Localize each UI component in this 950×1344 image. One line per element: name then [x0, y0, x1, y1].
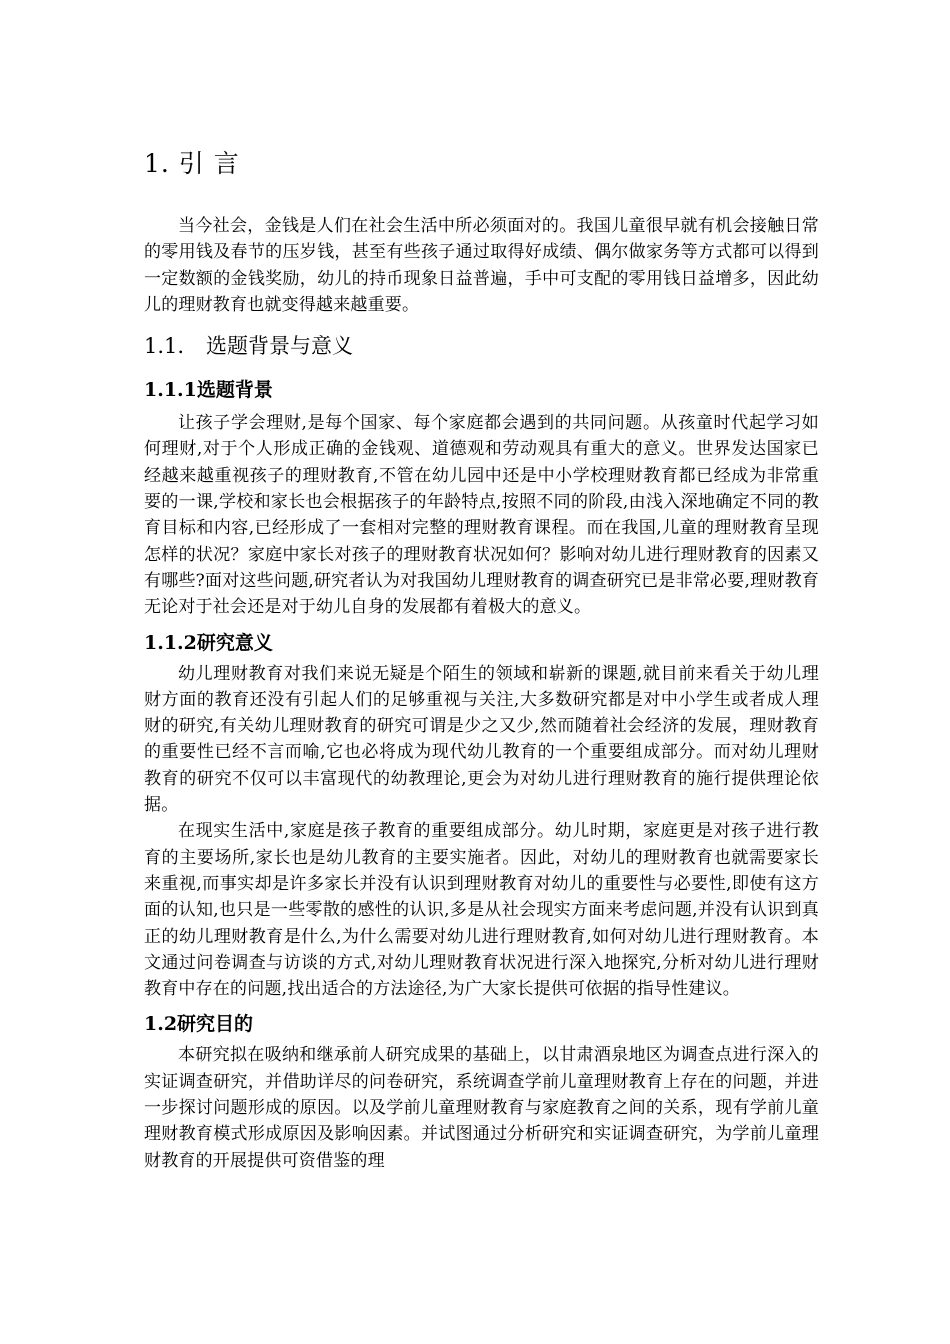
document-body [144, 146, 819, 1174]
chapter-title: 1. 引 言 [144, 149, 240, 178]
section-heading-1-2: 1.2研究目的 [144, 1013, 254, 1036]
section-title: 选题背景与意义 [206, 334, 353, 359]
section-number: 1.1. [144, 334, 185, 359]
intro-paragraph: 当今社会，金钱是人们在社会生活中所必须面对的。我国儿童很早就有机会接触日常的零用钱及春节的压岁钱，甚至有些孩子通过取得好成绩、偶尔做家务等方式都可以得到一定数额的金钱奖励，幼儿的持币现象日益普遍，手中可支配的零用钱日益增多，因此幼儿的理财教育也就变得越来越重要。 [144, 216, 819, 315]
purpose-paragraph: 本研究拟在吸纳和继承前人研究成果的基础上，以甘肃酒泉地区为调查点进行深入的实证调查研究，并借助详尽的问卷研究，系统调查学前儿童理财教育上存在的问题，并进一步探讨问题形成的原因。以及学前儿童理财教育与家庭教育之间的关系，现有学前儿童理财教育模式形成原因及影响因素。并试图通过分析研究和实证调查研究，为学前儿童理财教育的开展提供可资借鉴的理 [144, 1045, 819, 1171]
section-heading-1-1 [144, 326, 819, 366]
significance-paragraph-1: 幼儿理财教育对我们来说无疑是个陌生的领域和崭新的课题,就目前来看关于幼儿理财方面的教育还没有引起人们的足够重视与关注,大多数研究都是对中小学生或者成人理财的研究,有关幼儿理财教育的研究可谓是少之又少,然而随着社会经济的发展，理财教育的重要性已经不言而喻,它也必将成为现代幼儿教育的一个重要组成部分。而对幼儿理财教育的研究不仅可以丰富现代的幼教理论,更会为对幼儿进行理财教育的施行提供理论依据。 [144, 663, 819, 816]
subsection-heading-1-1-1: 1.1.1选题背景 [144, 379, 273, 402]
subsection-heading-1-1-2: 1.1.2研究意义 [144, 631, 273, 654]
significance-paragraph-2: 在现实生活中,家庭是孩子教育的重要组成部分。幼儿时期，家庭更是对孩子进行教育的主要场所,家长也是幼儿教育的主要实施者。因此，对幼儿的理财教育也就需要家长来重视,而事实却是许多家长并没有认识到理财教育对幼儿的重要性与必要性,即使有这方面的认知,也只是一些零散的感性的认识,多是从社会现实方面来考虑问题,并没有认识到真正的幼儿理财教育是什么,为什么需要对幼儿进行理财教育,如何对幼儿进行理财教育。本文通过问卷调查与访谈的方式,对幼儿理财教育状况进行深入地探究,分析对幼儿进行理财教育中存在的问题,找出适合的方法途径,为广大家长提供可依据的指导性建议。 [144, 821, 819, 1000]
background-paragraph: 让孩子学会理财,是每个国家、每个家庭都会遇到的共同问题。从孩童时代起学习如何理财,对于个人形成正确的金钱观、道德观和劳动观具有重大的意义。世界发达国家已经越来越重视孩子的理财教育,不管在幼儿园中还是中小学校理财教育都已经成为非常重要的一课,学校和家长也会根据孩子的年龄特点,按照不同的阶段,由浅入深地确定不同的教育目标和内容,已经形成了一套相对完整的理财教育课程。而在我国,儿童的理财教育呈现怎样的状况？家庭中家长对孩子的理财教育状况如何？影响对幼儿进行理财教育的因素又有哪些?面对这些问题,研究者认为对我国幼儿理财教育的调查研究已是非常必要,理财教育无论对于社会还是对于幼儿自身的发展都有着极大的意义。 [144, 413, 819, 618]
